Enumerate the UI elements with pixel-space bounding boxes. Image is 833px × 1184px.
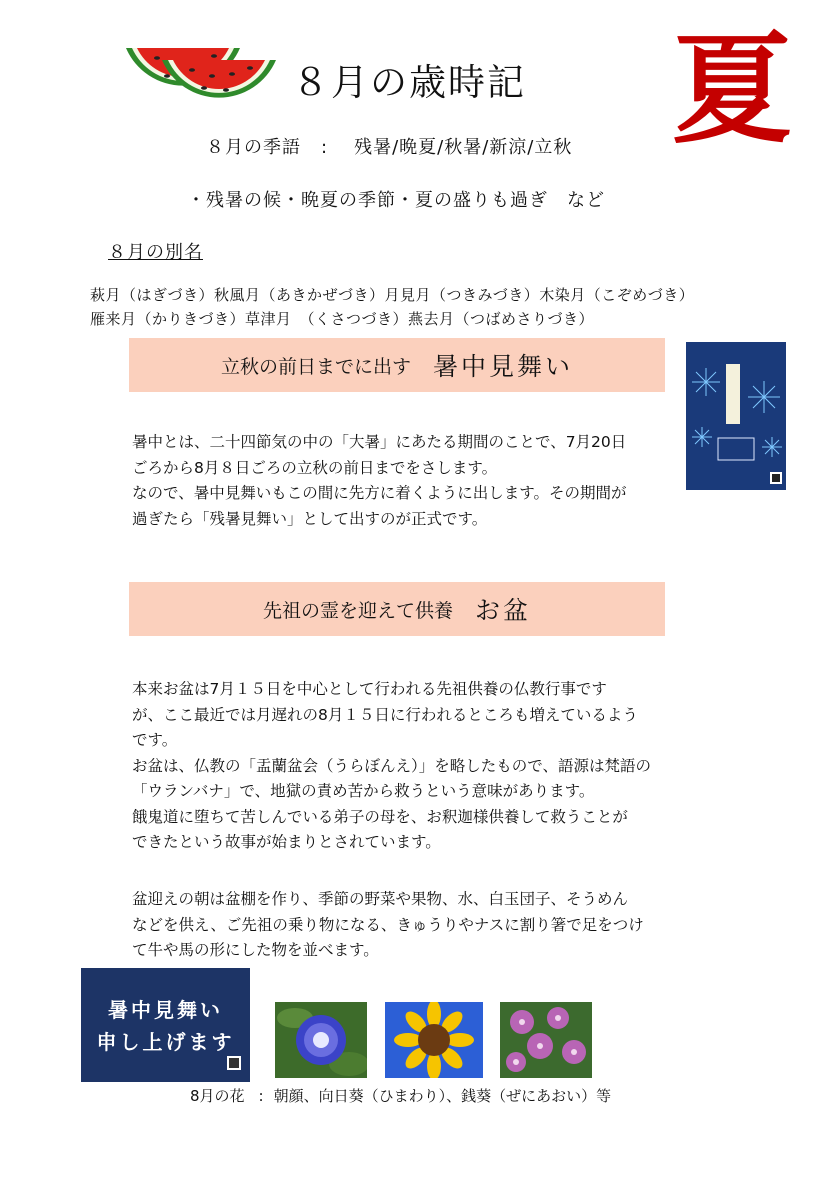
obon-customs [132,887,677,964]
section-heading-obon [129,582,665,636]
flowers-label: 8月の花 [190,1087,245,1105]
season-words-label: ８月の季語 [206,137,301,158]
paragraph-line: です。 [132,731,178,749]
summer-kanji: 夏 [672,19,792,160]
alt-names-heading: ８月の別名 [108,242,203,263]
paragraph-line: 過ぎたら「残暑見舞い」として出すのが正式です。 [132,509,488,528]
paragraph-line: が、ここ最近では月遅れの8月１５日に行われるところも増えているよう [132,705,638,724]
paragraph-line: できたという故事が始まりとされています。 [132,833,441,851]
season-words-line [206,133,572,159]
section-heading-lead: 立秋の前日までに出す [220,355,411,378]
season-words: 残暑/晩夏/秋暑/新涼/立秋 [354,137,573,158]
section-heading-title: 暑中見舞い [433,352,574,381]
seasonal-greetings: ・残暑の候・晩夏の季節・夏の盛りも過ぎ など [187,190,605,211]
paragraph-line: お盆は、仏教の「盂蘭盆会（うらぼんえ）」を略したもので、語源は梵語の [132,756,651,775]
qr-code-icon [227,1056,241,1070]
paragraph-line: ごろから8月８日ごろの立秋の前日までをさします。 [132,458,498,477]
flowers-separator: : [258,1087,264,1105]
august-flowers-line [190,1085,611,1106]
paragraph-line: 盆迎えの朝は盆棚を作り、季節の野菜や果物、水、白玉団子、そうめん [132,890,629,908]
shochu-description [132,430,677,532]
paragraph-line: 本来お盆は7月１５日を中心として行われる先祖供養の仏教行事です [132,680,607,698]
watermelon-illustration [122,18,282,118]
mallow-photo [500,1002,592,1078]
greeting-card-image [81,968,250,1082]
flowers-names: 朝顔、向日葵（ひまわり）、銭葵（ぜにあおい）等 [273,1087,612,1105]
fireworks-postcard-image [686,342,786,490]
section-heading-title: お盆 [475,596,532,625]
season-words-separator: : [321,137,329,158]
greeting-card-line: 暑中見舞い [108,998,223,1022]
page-title: ８月の歳時記 [292,61,526,104]
alt-names-line: 萩月（はぎづき）秋風月（あきかぜづき）月見月（つきみづき）木染月（こぞめづき） [90,286,695,304]
paragraph-line: 暑中とは、二十四節気の中の「大暑」にあたる期間のことで、7月20日 [132,433,627,451]
obon-description [132,677,677,856]
paragraph-line: などを供え、ご先祖の乗り物になる、きゅうりやナスに割り箸で足をつけ [132,915,644,934]
paragraph-line: 餓鬼道に堕ちて苦しんでいる弟子の母を、お釈迦様供養して救うことが [132,807,628,826]
paragraph-line: て牛や馬の形にした物を並べます。 [132,941,379,959]
morning-glory-photo [275,1002,367,1078]
greeting-card-line: 申し上げます [96,1030,235,1054]
sunflower-photo [385,1002,483,1078]
section-heading-lead: 先祖の霊を迎えて供養 [262,599,453,622]
paragraph-line: なので、暑中見舞いもこの間に先方に着くように出します。その期間が [132,484,627,502]
section-heading-shochu [129,338,665,392]
paragraph-line: 「ウランバナ」で、地獄の責め苦から救うという意味があります。 [132,782,595,800]
alt-names-line: 雁来月（かりきづき）草津月 （くさつづき）燕去月（つばめさりづき） [90,310,595,328]
